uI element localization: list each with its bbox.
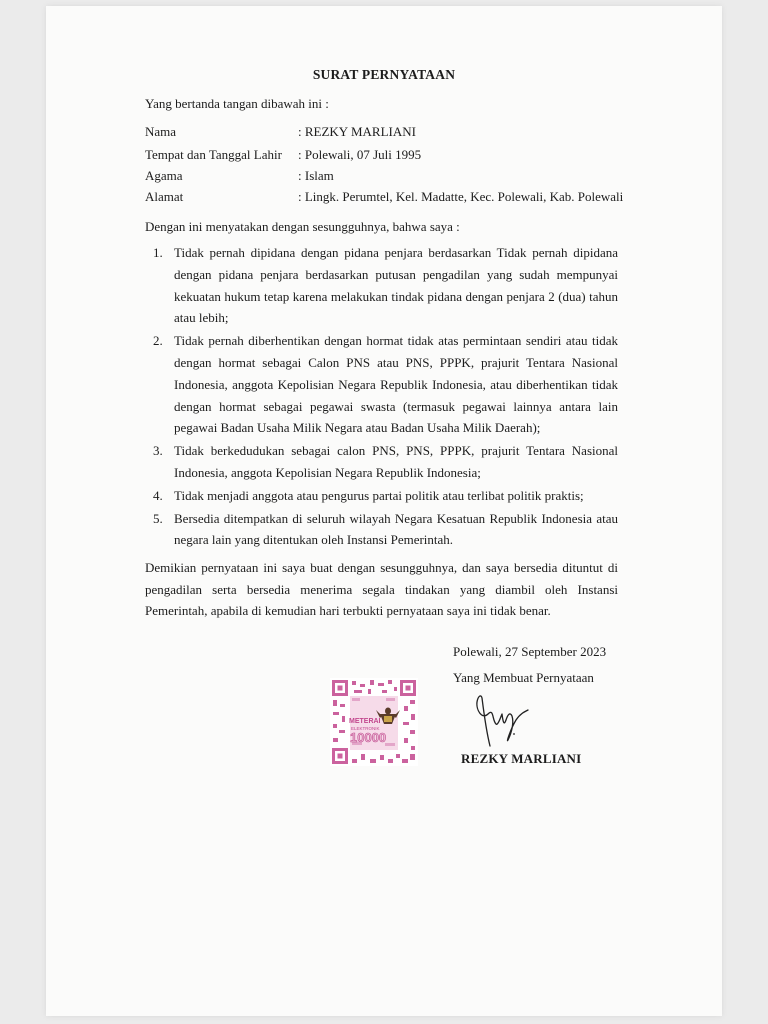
intro-text: Yang bertanda tangan dibawah ini : <box>145 96 329 111</box>
signer-role: Yang Membuat Pernyataan <box>453 670 594 685</box>
list-item-text: Tidak pernah diberhentikan dengan hormat tidak atas permintaan sendiri atau tidak dengan hormat sebagai Calon PNS atau PNS, PPPK, prajurit Tentara Nasional Indonesia, anggota Kepolisian Negara Republik Indonesia, atau diberhentikan tidak dengan hormat sebagai pegawai swasta (termasuk pegawai lainnya antara lain pegawai Badan Usaha Milik Negara atau Badan Usaha Milik Daerah); <box>174 333 618 436</box>
field-label: Tempat dan Tanggal Lahir <box>145 147 282 162</box>
signer-name: REZKY MARLIANI <box>461 751 582 766</box>
stamp-amount: 10000 <box>350 730 387 745</box>
field-value: : Islam <box>298 168 334 183</box>
field-label: Nama <box>145 124 177 139</box>
field-label: Agama <box>145 168 183 183</box>
closing-paragraph: Demikian pernyataan ini saya buat dengan sesungguhnya, dan saya bersedia dituntut di pengadilan serta bersedia menerima segala tindakan yang diambil oleh Instansi Pemerintah, apabila di kemudian hari terbukti pernyataan saya ini tidak benar. <box>145 560 618 618</box>
field-value: : REZKY MARLIANI <box>298 124 416 139</box>
list-item-text: Bersedia ditempatkan di seluruh wilayah Negara Kesatuan Republik Indonesia atau negara lain yang ditentukan oleh Instansi Pemerintah. <box>174 510 618 548</box>
declaration-intro: Dengan ini menyatakan dengan sesungguhnya, bahwa saya : <box>145 219 460 234</box>
list-item-number: 2. <box>153 333 163 349</box>
list-item <box>143 242 618 329</box>
signature-icon <box>468 690 538 750</box>
list-item-text: Tidak berkedudukan sebagai calon PNS, PNS, PPPK, prajurit Tentara Nasional Indonesia, anggota Kepolisian Negara Republik Indonesia; <box>174 443 618 480</box>
list-item-number: 3. <box>153 443 163 459</box>
document-title: SURAT PERNYATAAN <box>312 67 456 82</box>
list-item-number: 4. <box>153 487 163 503</box>
declaration-list <box>143 242 618 552</box>
field-label: Alamat <box>145 189 184 204</box>
place-date: Polewali, 27 September 2023 <box>453 644 607 659</box>
list-item <box>143 440 618 484</box>
list-item-text: Tidak menjadi anggota atau pengurus partai politik atau terlibat politik praktis; <box>174 487 584 503</box>
list-item <box>143 508 618 552</box>
stamp-sublabel: ELEKTRONIK <box>351 726 380 731</box>
field-value: : Lingk. Perumtel, Kel. Madatte, Kec. Polewali, Kab. Polewali <box>298 189 624 204</box>
list-item <box>143 330 618 439</box>
list-item-text: Tidak pernah dipidana dengan pidana penjara berdasarkan Tidak pernah dipidana dengan pidana penjara berdasarkan putusan pengadilan yang sudah mempunyai kekuatan hukum tetap karena melakukan tindak pidana dengan penjara 2 (dua) tahun atau lebih; <box>174 245 618 326</box>
list-item-number: 5. <box>153 510 163 526</box>
list-item-number: 1. <box>153 245 163 260</box>
stamp-label: METERAI <box>349 718 381 725</box>
field-value: : Polewali, 07 Juli 1995 <box>298 147 422 162</box>
list-item <box>143 485 618 507</box>
